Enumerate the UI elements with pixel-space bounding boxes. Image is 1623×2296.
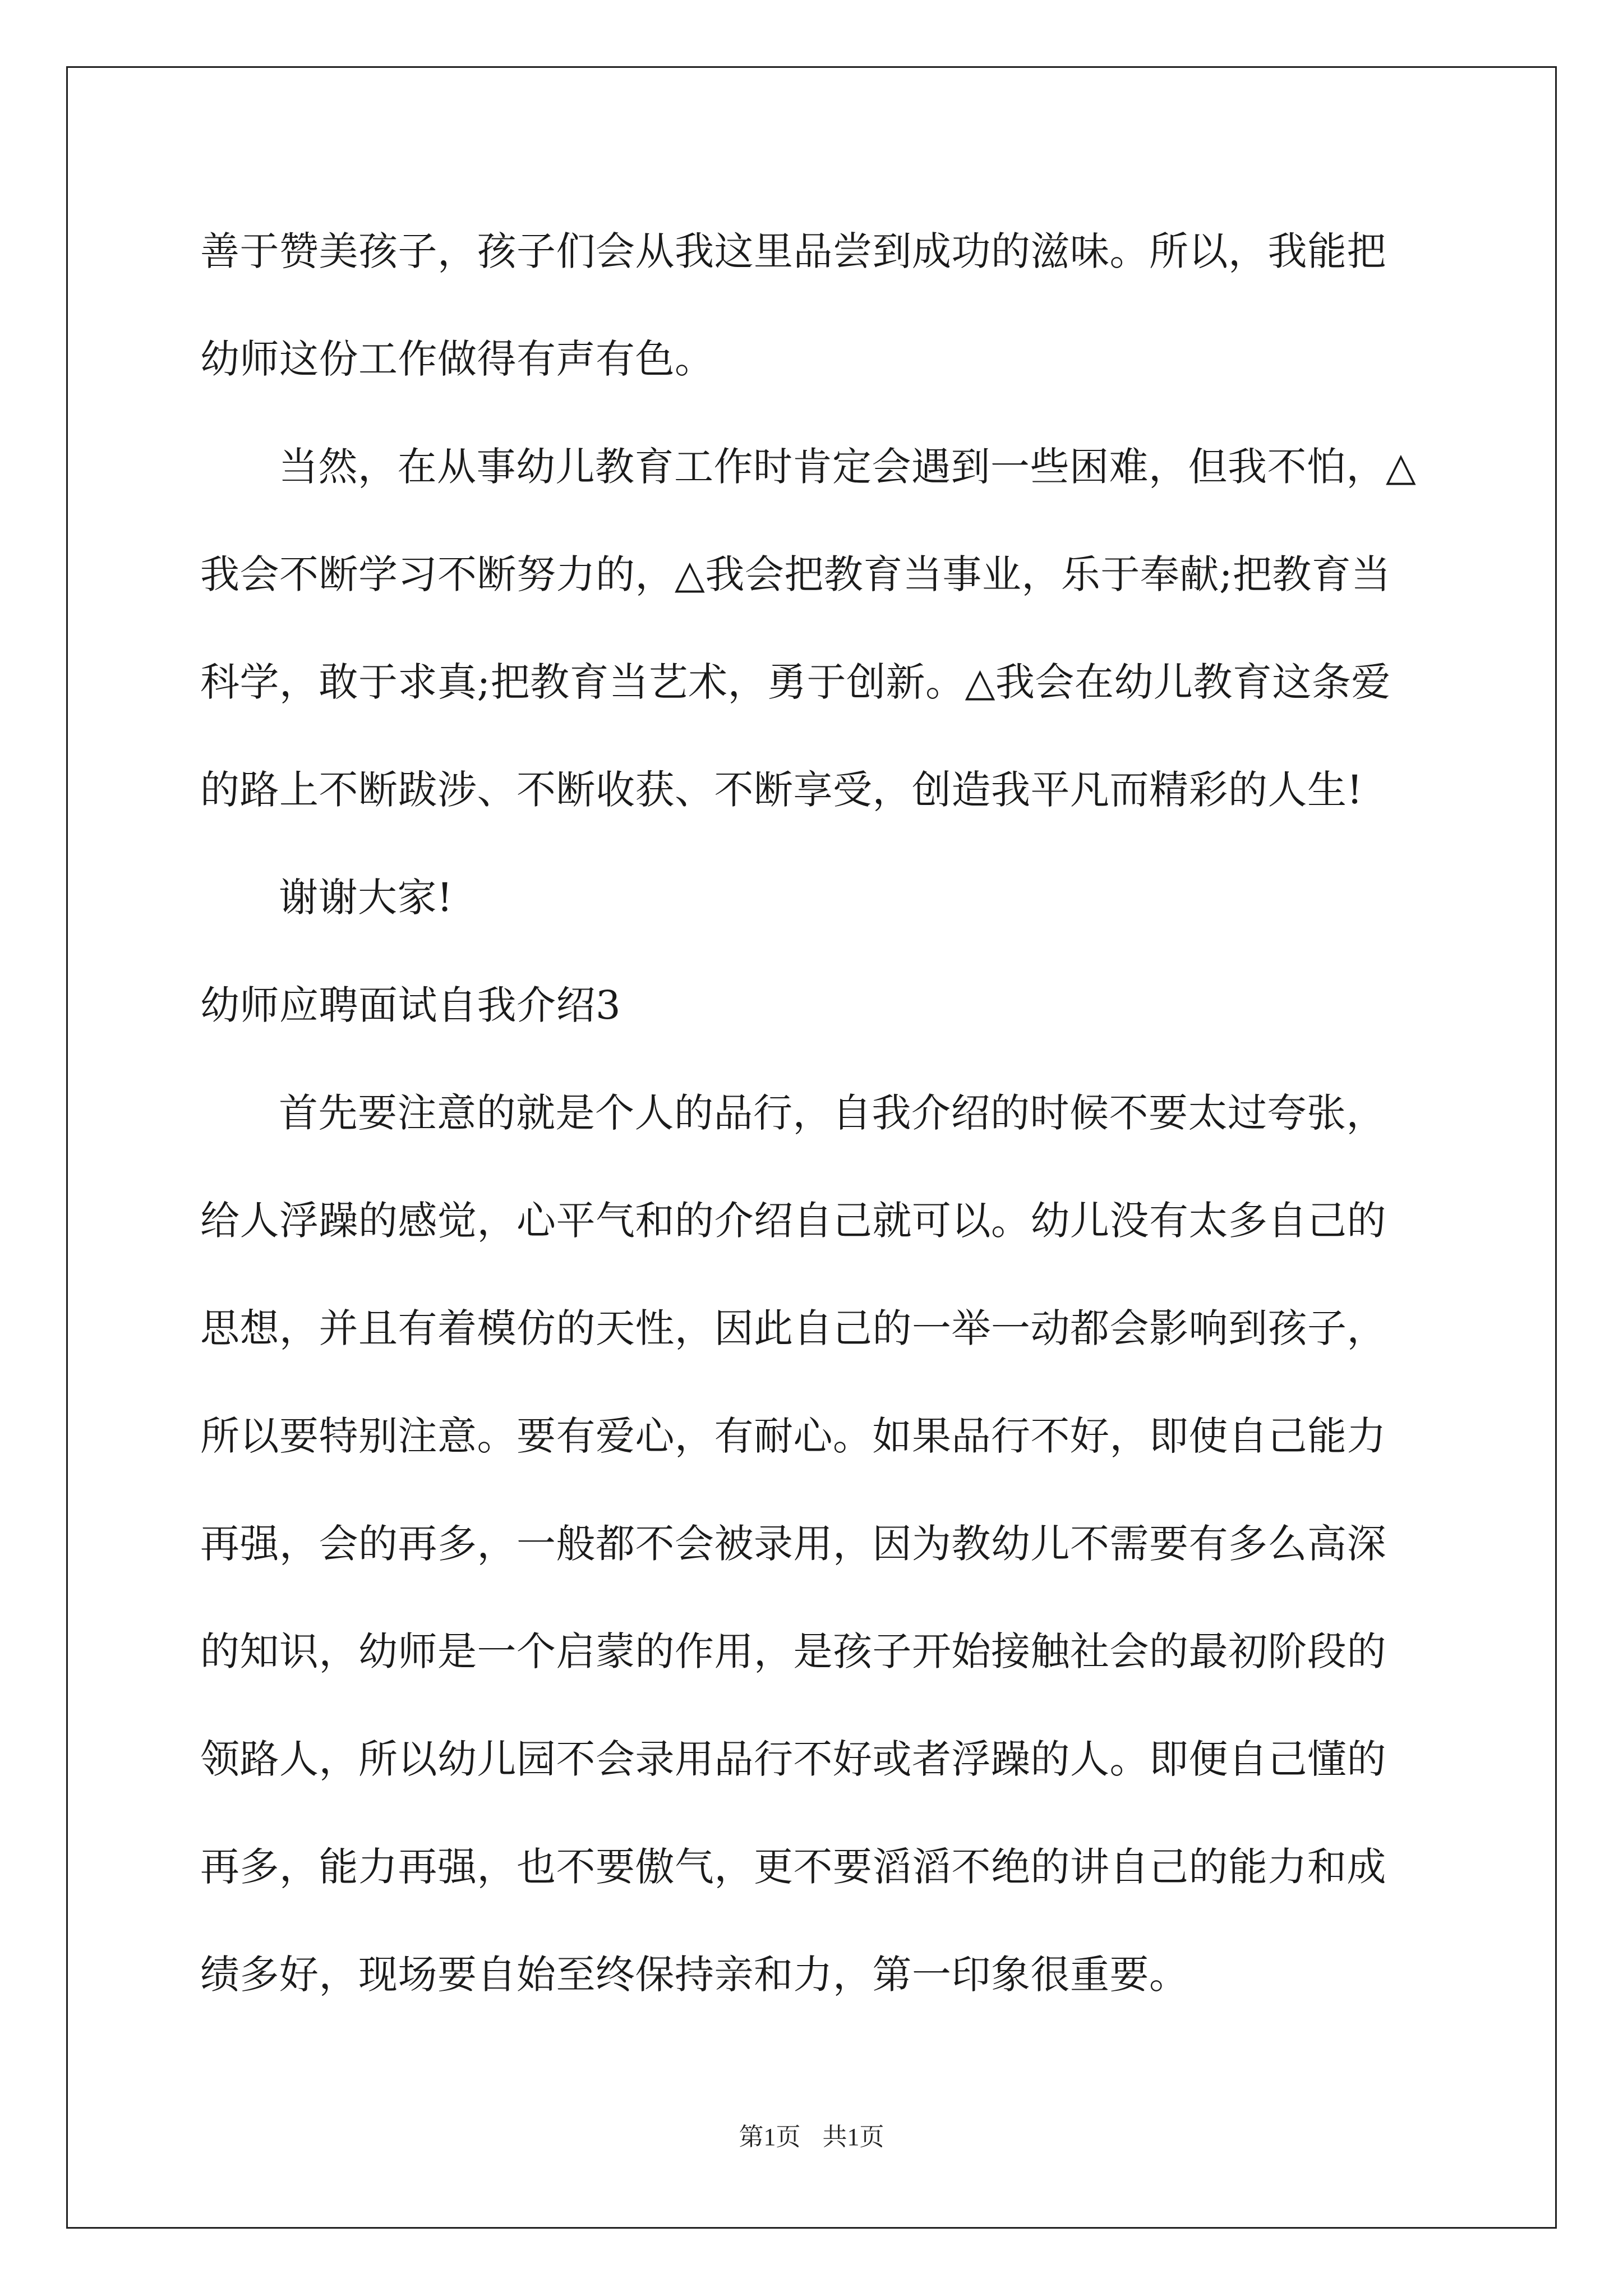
text-line: 再多，能力再强，也不要傲气，更不要滔滔不绝的讲自己的能力和成 [200,1844,1386,1890]
page-number: 第1页 [739,2123,801,2151]
text-line: 首先要注意的就是个人的品行，自我介绍的时候不要太过夸张， [279,1090,1386,1136]
text-line: 思想，并且有着模仿的天性，因此自己的一举一动都会影响到孩子， [200,1305,1386,1351]
text-line: 领路人，所以幼儿园不会录用品行不好或者浮躁的人。即便自己懂的 [200,1736,1386,1782]
page-total: 共1页 [822,2123,884,2151]
text-line: 当然，在从事幼儿教育工作时肯定会遇到一些困难，但我不怕，△ [279,444,1417,490]
text-line: 的知识，幼师是一个启蒙的作用，是孩子开始接触社会的最初阶段的 [200,1628,1386,1674]
text-line: 给人浮躁的感觉，心平气和的介绍自己就可以。幼儿没有太多自己的 [200,1198,1386,1244]
section-heading: 幼师应聘面试自我介绍3 [200,982,621,1028]
text-line: 幼师这份工作做得有声有色。 [200,336,714,382]
text-line: 再强，会的再多，一般都不会被录用，因为教幼儿不需要有多么高深 [200,1521,1386,1567]
text-line: 科学，敢于求真;把教育当艺术，勇于创新。△我会在幼儿教育这条爱 [200,659,1391,705]
page-footer [0,2120,1623,2154]
text-line: 善于赞美孩子，孩子们会从我这里品尝到成功的滋味。所以，我能把 [200,228,1386,274]
text-line: 谢谢大家! [279,875,453,921]
page-border [66,66,1557,2229]
text-line: 的路上不断跋涉、不断收获、不断享受，创造我平凡而精彩的人生! [200,767,1363,813]
text-line: 绩多好，现场要自始至终保持亲和力，第一印象很重要。 [200,1952,1189,1998]
text-line: 我会不断学习不断努力的，△我会把教育当事业，乐于奉献;把教育当 [200,551,1391,597]
text-line: 所以要特别注意。要有爱心，有耐心。如果品行不好，即使自己能力 [200,1413,1386,1459]
